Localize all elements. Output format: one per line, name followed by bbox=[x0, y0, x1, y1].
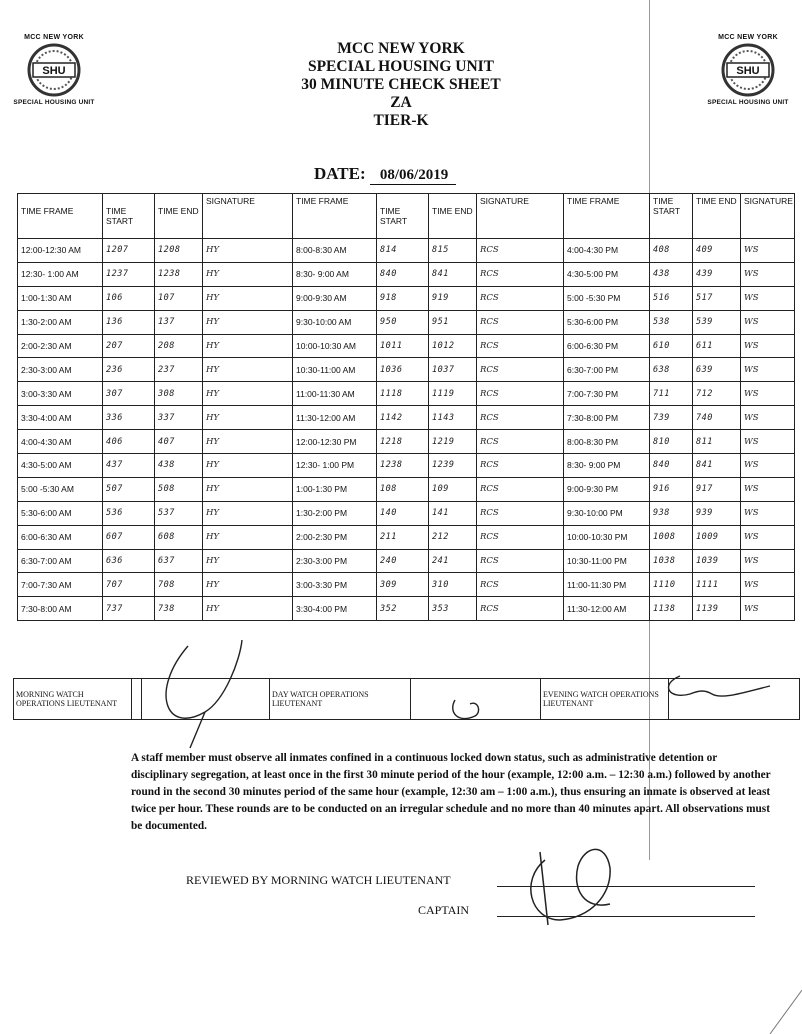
col-header: TIME END bbox=[155, 194, 203, 239]
cell-time-frame: 8:00-8:30 PM bbox=[564, 430, 650, 454]
cell-time-frame: 9:00-9:30 AM bbox=[293, 286, 377, 310]
cell-time-end: 1208 bbox=[155, 239, 203, 263]
cell-time-start: 1110 bbox=[650, 573, 693, 597]
cell-time-end: 409 bbox=[693, 239, 741, 263]
morning-watch-label: MORNING WATCH OPERATIONS LIEUTENANT bbox=[14, 679, 132, 720]
svg-text:SHU: SHU bbox=[42, 65, 66, 77]
cell-time-frame: 2:00-2:30 PM bbox=[293, 525, 377, 549]
cell-time-end: 337 bbox=[155, 406, 203, 430]
table-row bbox=[18, 358, 795, 382]
cell-signature: HY bbox=[203, 501, 293, 525]
cell-signature: WS bbox=[741, 382, 795, 406]
cell-signature: WS bbox=[741, 239, 795, 263]
cell-time-start: 607 bbox=[103, 525, 155, 549]
cell-time-start: 638 bbox=[650, 358, 693, 382]
cell-signature: RCS bbox=[477, 573, 564, 597]
cell-signature: WS bbox=[741, 477, 795, 501]
cell-time-end: 237 bbox=[155, 358, 203, 382]
cell-time-frame: 1:30-2:00 PM bbox=[293, 501, 377, 525]
cell-time-start: 106 bbox=[103, 286, 155, 310]
col-header: TIME FRAME bbox=[18, 194, 103, 239]
cell-time-start: 307 bbox=[103, 382, 155, 406]
table-header-row bbox=[18, 194, 795, 239]
cell-time-start: 437 bbox=[103, 454, 155, 478]
cell-time-start: 1142 bbox=[377, 406, 429, 430]
cell-time-start: 636 bbox=[103, 549, 155, 573]
cell-time-end: 708 bbox=[155, 573, 203, 597]
cell-time-start: 240 bbox=[377, 549, 429, 573]
cell-time-start: 352 bbox=[377, 597, 429, 621]
cell-time-end: 1111 bbox=[693, 573, 741, 597]
cell-signature: WS bbox=[741, 334, 795, 358]
cell-signature: RCS bbox=[477, 334, 564, 358]
cell-time-start: 737 bbox=[103, 597, 155, 621]
col-header: TIME START bbox=[377, 194, 429, 239]
cell-time-frame: 9:00-9:30 PM bbox=[564, 477, 650, 501]
document-header bbox=[0, 40, 802, 130]
evening-watch-signature bbox=[669, 679, 800, 720]
cell-time-end: 1139 bbox=[693, 597, 741, 621]
header-tier: TIER-K bbox=[373, 112, 429, 129]
cell-time-end: 815 bbox=[429, 239, 477, 263]
check-table bbox=[17, 193, 795, 621]
cell-signature: RCS bbox=[477, 262, 564, 286]
cell-time-end: 917 bbox=[693, 477, 741, 501]
cell-time-end: 439 bbox=[693, 262, 741, 286]
cell-time-frame: 3:30-4:00 PM bbox=[293, 597, 377, 621]
cell-time-frame: 2:30-3:00 AM bbox=[18, 358, 103, 382]
cell-signature: RCS bbox=[477, 310, 564, 334]
cell-time-end: 137 bbox=[155, 310, 203, 334]
cell-time-start: 1118 bbox=[377, 382, 429, 406]
cell-time-start: 938 bbox=[650, 501, 693, 525]
cell-time-start: 918 bbox=[377, 286, 429, 310]
table-row bbox=[18, 310, 795, 334]
header-sheet-title: 30 MINUTE CHECK SHEET bbox=[301, 76, 501, 93]
date-line bbox=[314, 164, 456, 185]
cell-time-start: 916 bbox=[650, 477, 693, 501]
cell-time-frame: 12:00-12:30 PM bbox=[293, 430, 377, 454]
cell-time-frame: 5:30-6:00 PM bbox=[564, 310, 650, 334]
cell-time-frame: 1:00-1:30 AM bbox=[18, 286, 103, 310]
cell-signature: RCS bbox=[477, 286, 564, 310]
cell-signature: HY bbox=[203, 549, 293, 573]
cell-time-end: 1009 bbox=[693, 525, 741, 549]
header-facility: MCC NEW YORK bbox=[337, 40, 465, 57]
cell-time-start: 108 bbox=[377, 477, 429, 501]
cell-signature: HY bbox=[203, 525, 293, 549]
cell-time-end: 712 bbox=[693, 382, 741, 406]
cell-signature: RCS bbox=[477, 454, 564, 478]
cell-time-end: 1119 bbox=[429, 382, 477, 406]
cell-time-start: 507 bbox=[103, 477, 155, 501]
cell-time-start: 1218 bbox=[377, 430, 429, 454]
cell-time-frame: 10:00-10:30 AM bbox=[293, 334, 377, 358]
cell-time-end: 539 bbox=[693, 310, 741, 334]
cell-signature: HY bbox=[203, 239, 293, 263]
evening-watch-label: EVENING WATCH OPERATIONS LIEUTENANT bbox=[541, 679, 669, 720]
table-row bbox=[18, 334, 795, 358]
cell-time-start: 707 bbox=[103, 573, 155, 597]
cell-time-frame: 5:30-6:00 AM bbox=[18, 501, 103, 525]
cell-time-end: 212 bbox=[429, 525, 477, 549]
cell-signature: RCS bbox=[477, 501, 564, 525]
cell-time-frame: 4:30-5:00 PM bbox=[564, 262, 650, 286]
cell-time-start: 1038 bbox=[650, 549, 693, 573]
policy-notice: A staff member must observe all inmates confined in a continuous locked down status, such as administrative detention or disciplinary segregation, at least once in the first 30 minute period of the hour (example, 12:00 a.m. – 12:30 a.m.) followed by another round in the second 30 minutes period of the same hour (example, 12:30 am – 1:00 a.m.), thus ensuring an inmate is observed at least twice per hour. These rounds are to be conducted on an irregular schedule and no more than 40 minutes apart. All observations must be documented. bbox=[131, 752, 771, 832]
cell-time-frame: 8:30- 9:00 PM bbox=[564, 454, 650, 478]
cell-time-frame: 8:30- 9:00 AM bbox=[293, 262, 377, 286]
cell-time-end: 608 bbox=[155, 525, 203, 549]
cell-time-frame: 6:00-6:30 AM bbox=[18, 525, 103, 549]
cell-signature: RCS bbox=[477, 477, 564, 501]
cell-time-end: 208 bbox=[155, 334, 203, 358]
cell-signature: HY bbox=[203, 262, 293, 286]
cell-time-frame: 9:30-10:00 AM bbox=[293, 310, 377, 334]
cell-time-end: 1039 bbox=[693, 549, 741, 573]
cell-time-end: 1037 bbox=[429, 358, 477, 382]
cell-time-end: 637 bbox=[155, 549, 203, 573]
table-row bbox=[18, 549, 795, 573]
cell-time-start: 810 bbox=[650, 430, 693, 454]
cell-signature: WS bbox=[741, 573, 795, 597]
date-value: 08/06/2019 bbox=[370, 167, 456, 185]
cell-signature: RCS bbox=[477, 382, 564, 406]
cell-time-start: 840 bbox=[377, 262, 429, 286]
cell-time-start: 610 bbox=[650, 334, 693, 358]
cell-time-end: 308 bbox=[155, 382, 203, 406]
cell-time-frame: 7:00-7:30 AM bbox=[18, 573, 103, 597]
cell-time-start: 1008 bbox=[650, 525, 693, 549]
cell-time-end: 740 bbox=[693, 406, 741, 430]
cell-time-end: 517 bbox=[693, 286, 741, 310]
header-unit: SPECIAL HOUSING UNIT bbox=[307, 58, 495, 75]
table-row bbox=[18, 454, 795, 478]
cell-signature: WS bbox=[741, 358, 795, 382]
cell-time-end: 109 bbox=[429, 477, 477, 501]
table-row bbox=[18, 597, 795, 621]
operations-lieutenant-table bbox=[13, 678, 800, 720]
captain-line bbox=[497, 916, 755, 917]
table-row bbox=[18, 501, 795, 525]
cell-time-start: 1036 bbox=[377, 358, 429, 382]
cell-time-start: 136 bbox=[103, 310, 155, 334]
cell-time-start: 336 bbox=[103, 406, 155, 430]
cell-signature: RCS bbox=[477, 597, 564, 621]
cell-time-start: 711 bbox=[650, 382, 693, 406]
cell-time-start: 207 bbox=[103, 334, 155, 358]
cell-time-frame: 2:30-3:00 PM bbox=[293, 549, 377, 573]
cell-time-start: 840 bbox=[650, 454, 693, 478]
cell-time-end: 1239 bbox=[429, 454, 477, 478]
cell-time-end: 738 bbox=[155, 597, 203, 621]
table-row bbox=[18, 477, 795, 501]
cell-time-frame: 9:30-10:00 PM bbox=[564, 501, 650, 525]
table-row bbox=[18, 382, 795, 406]
cell-time-end: 1238 bbox=[155, 262, 203, 286]
cell-time-frame: 3:30-4:00 AM bbox=[18, 406, 103, 430]
cell-time-start: 516 bbox=[650, 286, 693, 310]
cell-time-frame: 5:00 -5:30 PM bbox=[564, 286, 650, 310]
cell-signature: HY bbox=[203, 573, 293, 597]
cell-time-end: 1219 bbox=[429, 430, 477, 454]
table-row bbox=[18, 286, 795, 310]
cell-time-frame: 1:00-1:30 PM bbox=[293, 477, 377, 501]
cell-time-start: 1238 bbox=[377, 454, 429, 478]
cell-time-end: 841 bbox=[429, 262, 477, 286]
cell-time-end: 508 bbox=[155, 477, 203, 501]
cell-time-frame: 11:00-11:30 PM bbox=[564, 573, 650, 597]
cell-time-end: 841 bbox=[693, 454, 741, 478]
cell-time-start: 236 bbox=[103, 358, 155, 382]
cell-time-frame: 4:30-5:00 AM bbox=[18, 454, 103, 478]
cell-time-start: 1207 bbox=[103, 239, 155, 263]
cell-time-frame: 5:00 -5:30 AM bbox=[18, 477, 103, 501]
cell-time-end: 141 bbox=[429, 501, 477, 525]
cell-signature: HY bbox=[203, 358, 293, 382]
cell-signature: RCS bbox=[477, 549, 564, 573]
cell-time-end: 537 bbox=[155, 501, 203, 525]
cell-time-frame: 3:00-3:30 PM bbox=[293, 573, 377, 597]
date-label: DATE: bbox=[314, 164, 366, 183]
table-row bbox=[18, 525, 795, 549]
cell-signature: RCS bbox=[477, 430, 564, 454]
table-row bbox=[18, 573, 795, 597]
cell-signature: WS bbox=[741, 501, 795, 525]
cell-time-frame: 4:00-4:30 PM bbox=[564, 239, 650, 263]
cell-time-end: 241 bbox=[429, 549, 477, 573]
cell-time-start: 814 bbox=[377, 239, 429, 263]
cell-signature: HY bbox=[203, 382, 293, 406]
table-row bbox=[18, 406, 795, 430]
cell-time-end: 1012 bbox=[429, 334, 477, 358]
col-header: TIME FRAME bbox=[293, 194, 377, 239]
cell-time-frame: 1:30-2:00 AM bbox=[18, 310, 103, 334]
cell-signature: WS bbox=[741, 454, 795, 478]
cell-time-start: 406 bbox=[103, 430, 155, 454]
cell-signature: WS bbox=[741, 549, 795, 573]
cell-time-end: 1143 bbox=[429, 406, 477, 430]
cell-time-frame: 7:30-8:00 PM bbox=[564, 406, 650, 430]
cell-time-end: 353 bbox=[429, 597, 477, 621]
cell-time-start: 408 bbox=[650, 239, 693, 263]
col-header: TIME START bbox=[650, 194, 693, 239]
table-row bbox=[18, 262, 795, 286]
cell-signature: HY bbox=[203, 454, 293, 478]
cell-time-end: 639 bbox=[693, 358, 741, 382]
cell-time-start: 438 bbox=[650, 262, 693, 286]
cell-time-frame: 3:00-3:30 AM bbox=[18, 382, 103, 406]
cell-time-start: 211 bbox=[377, 525, 429, 549]
cell-signature: HY bbox=[203, 406, 293, 430]
cell-time-frame: 10:30-11:00 AM bbox=[293, 358, 377, 382]
cell-signature: HY bbox=[203, 286, 293, 310]
cell-time-end: 939 bbox=[693, 501, 741, 525]
cell-time-frame: 12:30- 1:00 AM bbox=[18, 262, 103, 286]
table-row bbox=[18, 239, 795, 263]
day-watch-label: DAY WATCH OPERATIONS LIEUTENANT bbox=[270, 679, 411, 720]
cell-signature: RCS bbox=[477, 239, 564, 263]
cell-time-frame: 11:30-12:00 AM bbox=[293, 406, 377, 430]
cell-signature: WS bbox=[741, 262, 795, 286]
cell-time-start: 1138 bbox=[650, 597, 693, 621]
col-header: TIME END bbox=[429, 194, 477, 239]
table-row bbox=[18, 430, 795, 454]
col-header: SIGNATURE bbox=[203, 194, 293, 239]
cell-time-end: 438 bbox=[155, 454, 203, 478]
logo-bottom-text: SPECIAL HOUSING UNIT bbox=[13, 99, 95, 106]
cell-time-end: 611 bbox=[693, 334, 741, 358]
cell-time-end: 919 bbox=[429, 286, 477, 310]
cell-time-start: 536 bbox=[103, 501, 155, 525]
cell-signature: WS bbox=[741, 406, 795, 430]
cell-time-start: 1237 bbox=[103, 262, 155, 286]
svg-text:SHU: SHU bbox=[736, 65, 760, 77]
cell-time-frame: 10:30-11:00 PM bbox=[564, 549, 650, 573]
cell-time-frame: 2:00-2:30 AM bbox=[18, 334, 103, 358]
morning-watch-spacer bbox=[132, 679, 142, 720]
cell-time-frame: 6:00-6:30 PM bbox=[564, 334, 650, 358]
col-header: SIGNATURE bbox=[477, 194, 564, 239]
reviewed-by-label: REVIEWED BY MORNING WATCH LIEUTENANT bbox=[186, 873, 451, 887]
cell-time-frame: 10:00-10:30 PM bbox=[564, 525, 650, 549]
cell-signature: HY bbox=[203, 430, 293, 454]
cell-time-frame: 6:30-7:00 PM bbox=[564, 358, 650, 382]
captain-label: CAPTAIN bbox=[418, 903, 470, 917]
cell-signature: HY bbox=[203, 597, 293, 621]
cell-signature: RCS bbox=[477, 525, 564, 549]
cell-signature: WS bbox=[741, 310, 795, 334]
cell-signature: HY bbox=[203, 477, 293, 501]
cell-signature: WS bbox=[741, 597, 795, 621]
cell-time-start: 538 bbox=[650, 310, 693, 334]
cell-time-start: 140 bbox=[377, 501, 429, 525]
col-header: SIGNATURE bbox=[741, 194, 795, 239]
col-header: TIME START bbox=[103, 194, 155, 239]
logo-top-text: MCC NEW YORK bbox=[718, 34, 778, 41]
cell-time-frame: 12:00-12:30 AM bbox=[18, 239, 103, 263]
cell-signature: WS bbox=[741, 286, 795, 310]
cell-time-start: 739 bbox=[650, 406, 693, 430]
morning-watch-signature bbox=[142, 679, 270, 720]
cell-time-start: 309 bbox=[377, 573, 429, 597]
cell-signature: RCS bbox=[477, 358, 564, 382]
cell-signature: WS bbox=[741, 525, 795, 549]
col-header: TIME END bbox=[693, 194, 741, 239]
cell-signature: HY bbox=[203, 334, 293, 358]
cell-time-end: 407 bbox=[155, 430, 203, 454]
cell-signature: HY bbox=[203, 310, 293, 334]
cell-time-frame: 6:30-7:00 AM bbox=[18, 549, 103, 573]
cell-time-frame: 7:00-7:30 PM bbox=[564, 382, 650, 406]
cell-time-frame: 12:30- 1:00 PM bbox=[293, 454, 377, 478]
logo-bottom-text: SPECIAL HOUSING UNIT bbox=[707, 99, 789, 106]
cell-time-frame: 11:30-12:00 AM bbox=[564, 597, 650, 621]
cell-time-end: 107 bbox=[155, 286, 203, 310]
day-watch-signature bbox=[411, 679, 541, 720]
col-header: TIME FRAME bbox=[564, 194, 650, 239]
cell-time-start: 1011 bbox=[377, 334, 429, 358]
cell-signature: WS bbox=[741, 430, 795, 454]
cell-time-frame: 8:00-8:30 AM bbox=[293, 239, 377, 263]
cell-time-end: 951 bbox=[429, 310, 477, 334]
cell-time-frame: 11:00-11:30 AM bbox=[293, 382, 377, 406]
cell-time-end: 310 bbox=[429, 573, 477, 597]
cell-time-frame: 7:30-8:00 AM bbox=[18, 597, 103, 621]
reviewed-by-line bbox=[497, 886, 755, 887]
header-unit-code: ZA bbox=[390, 94, 412, 111]
cell-time-end: 811 bbox=[693, 430, 741, 454]
logo-top-text: MCC NEW YORK bbox=[24, 34, 84, 41]
cell-signature: RCS bbox=[477, 406, 564, 430]
cell-time-frame: 4:00-4:30 AM bbox=[18, 430, 103, 454]
cell-time-start: 950 bbox=[377, 310, 429, 334]
